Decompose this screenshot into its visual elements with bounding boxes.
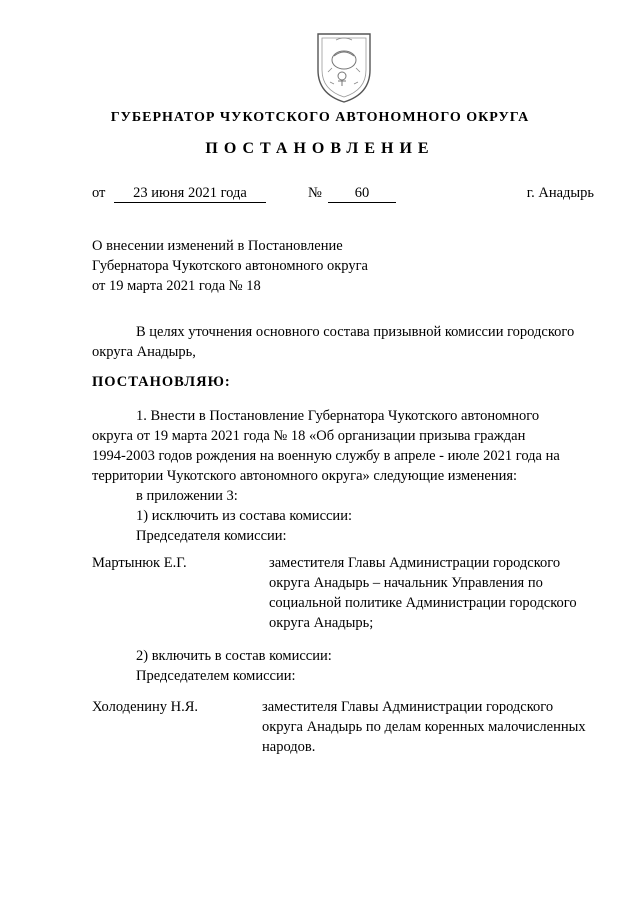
preamble bbox=[92, 322, 602, 362]
item-1-text bbox=[92, 406, 602, 546]
item-1-line-2: округа от 19 марта 2021 года № 18 «Об организации призыва граждан bbox=[92, 428, 526, 444]
subject-line-1: О внесении изменений в Постановление bbox=[92, 238, 343, 254]
governor-title: ГУБЕРНАТОР ЧУКОТСКОГО АВТОНОМНОГО ОКРУГА bbox=[110, 110, 530, 125]
document-place: г. Анадырь bbox=[526, 185, 594, 201]
person-1-role-line-4: округа Анадырь; bbox=[269, 615, 374, 631]
date-from-label: от bbox=[92, 185, 106, 201]
preamble-line-2: округа Анадырь, bbox=[92, 344, 196, 360]
person-1-name: Мартынюк Е.Г. bbox=[92, 555, 187, 571]
item-1-line-3: 1994-2003 годов рождения на военную службу в апреле - июле 2021 года на bbox=[92, 448, 560, 464]
person-2-role-line-1: заместителя Главы Администрации городского bbox=[262, 699, 554, 715]
item-1-line-7: Председателя комиссии: bbox=[136, 528, 287, 544]
person-2-name: Холоденину Н.Я. bbox=[92, 699, 199, 715]
person-2-role-line-2: округа Анадырь по делам коренных малочисленных bbox=[262, 719, 586, 735]
item-2-text bbox=[136, 646, 332, 686]
person-1-role bbox=[269, 553, 602, 633]
person-1-role-line-2: округа Анадырь – начальник Управления по bbox=[269, 575, 543, 591]
preamble-line-1: В целях уточнения основного состава призывной комиссии городского bbox=[136, 324, 575, 340]
document-type-title: ПОСТАНОВЛЕНИЕ bbox=[205, 140, 435, 157]
item-1-line-1: 1. Внести в Постановление Губернатора Чукотского автономного bbox=[136, 408, 540, 424]
person-2-role bbox=[262, 697, 602, 757]
item-1-line-4: территории Чукотского автономного округа» следующие изменения: bbox=[92, 468, 518, 484]
decree-word: ПОСТАНОВЛЯЮ: bbox=[92, 374, 231, 390]
person-1-role-line-1: заместителя Главы Администрации городского bbox=[269, 555, 561, 571]
subject-line-3: от 19 марта 2021 года № 18 bbox=[92, 278, 261, 294]
item-2-line-1: 2) включить в состав комиссии: bbox=[136, 648, 332, 664]
subject-line-2: Губернатора Чукотского автономного округа bbox=[92, 258, 368, 274]
coat-of-arms-emblem bbox=[312, 26, 376, 106]
item-1-line-5: в приложении 3: bbox=[136, 488, 238, 504]
document-number: 60 bbox=[328, 185, 396, 203]
document-subject bbox=[92, 236, 382, 296]
item-1-line-6: 1) исключить из состава комиссии: bbox=[136, 508, 352, 524]
item-2-line-2: Председателем комиссии: bbox=[136, 668, 296, 684]
person-1-role-line-3: социальной политике Администрации городского bbox=[269, 595, 577, 611]
document-date: 23 июня 2021 года bbox=[114, 185, 266, 203]
number-label: № bbox=[308, 185, 322, 201]
person-2-role-line-3: народов. bbox=[262, 739, 316, 755]
